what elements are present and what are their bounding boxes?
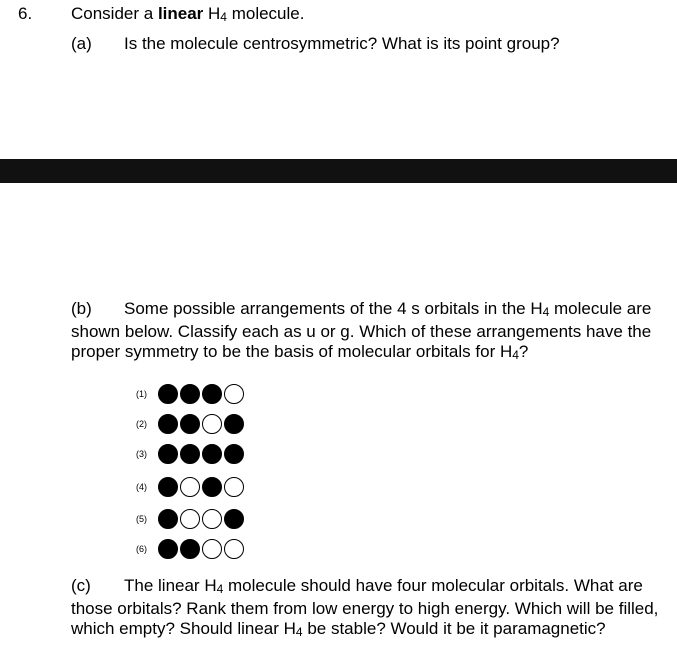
- intro-bold: linear: [157, 4, 204, 23]
- open-orbital-circle: [202, 509, 222, 529]
- filled-orbital-circle: [158, 444, 178, 464]
- part-b-text-3: ?: [518, 342, 529, 361]
- open-orbital-circle: [180, 509, 200, 529]
- subscript-4: 4: [220, 10, 227, 24]
- orbital-row-label: (5): [136, 514, 147, 524]
- filled-orbital-circle: [202, 384, 222, 404]
- part-b-label: (b): [71, 299, 92, 318]
- orbital-row: [136, 475, 246, 499]
- redaction-bar: [0, 159, 677, 183]
- question-number: 6.: [18, 4, 33, 23]
- part-b-paragraph: [71, 299, 661, 365]
- open-orbital-circle: [224, 477, 244, 497]
- part-c-text-2: molecule should have four molecular orbitals. What are those orbitals? Rank them from low energy to high energy. Which will be filled, which empty? Should linear H: [71, 576, 659, 638]
- subscript-4: 4: [542, 305, 550, 319]
- intro-pre: Consider a: [71, 4, 158, 23]
- intro-post: H: [203, 4, 221, 23]
- filled-orbital-circle: [180, 539, 200, 559]
- filled-orbital-circle: [158, 477, 178, 497]
- orbital-row: [136, 442, 246, 466]
- part-a-label: (a): [71, 34, 92, 53]
- part-c-paragraph: [71, 576, 661, 642]
- part-a-text: Is the molecule centrosymmetric? What is its point group?: [124, 34, 560, 53]
- orbital-row: [136, 537, 246, 561]
- orbital-row-label: (3): [136, 449, 147, 459]
- open-orbital-circle: [224, 539, 244, 559]
- filled-orbital-circle: [202, 444, 222, 464]
- open-orbital-circle: [180, 477, 200, 497]
- subscript-4: 4: [216, 582, 224, 596]
- part-c-text-1: The linear H: [124, 576, 217, 595]
- intro-end: molecule.: [226, 4, 305, 23]
- filled-orbital-circle: [158, 539, 178, 559]
- filled-orbital-circle: [180, 384, 200, 404]
- filled-orbital-circle: [180, 444, 200, 464]
- open-orbital-circle: [202, 539, 222, 559]
- part-b-text-1: Some possible arrangements of the 4 s orbitals in the H: [124, 299, 543, 318]
- filled-orbital-circle: [224, 414, 244, 434]
- part-c-label: (c): [71, 576, 91, 595]
- open-orbital-circle: [224, 384, 244, 404]
- orbital-row: [136, 412, 246, 436]
- orbital-row: [136, 382, 246, 406]
- part-b-text-2: molecule are shown below. Classify each as u or g. Which of these arrangements have the proper symmetry to be the basis of molecular orbitals for H: [71, 299, 652, 361]
- filled-orbital-circle: [158, 414, 178, 434]
- filled-orbital-circle: [180, 414, 200, 434]
- filled-orbital-circle: [224, 444, 244, 464]
- orbital-row-label: (2): [136, 419, 147, 429]
- question-intro: [71, 4, 304, 24]
- subscript-4: 4: [512, 348, 519, 362]
- orbital-row-label: (4): [136, 482, 147, 492]
- filled-orbital-circle: [158, 509, 178, 529]
- orbital-row-label: (6): [136, 544, 147, 554]
- filled-orbital-circle: [202, 477, 222, 497]
- orbital-row: [136, 507, 246, 531]
- filled-orbital-circle: [224, 509, 244, 529]
- filled-orbital-circle: [158, 384, 178, 404]
- open-orbital-circle: [202, 414, 222, 434]
- orbital-row-label: (1): [136, 389, 147, 399]
- part-c-text-3: be stable? Would it be it paramagnetic?: [302, 619, 606, 638]
- subscript-4: 4: [295, 625, 303, 639]
